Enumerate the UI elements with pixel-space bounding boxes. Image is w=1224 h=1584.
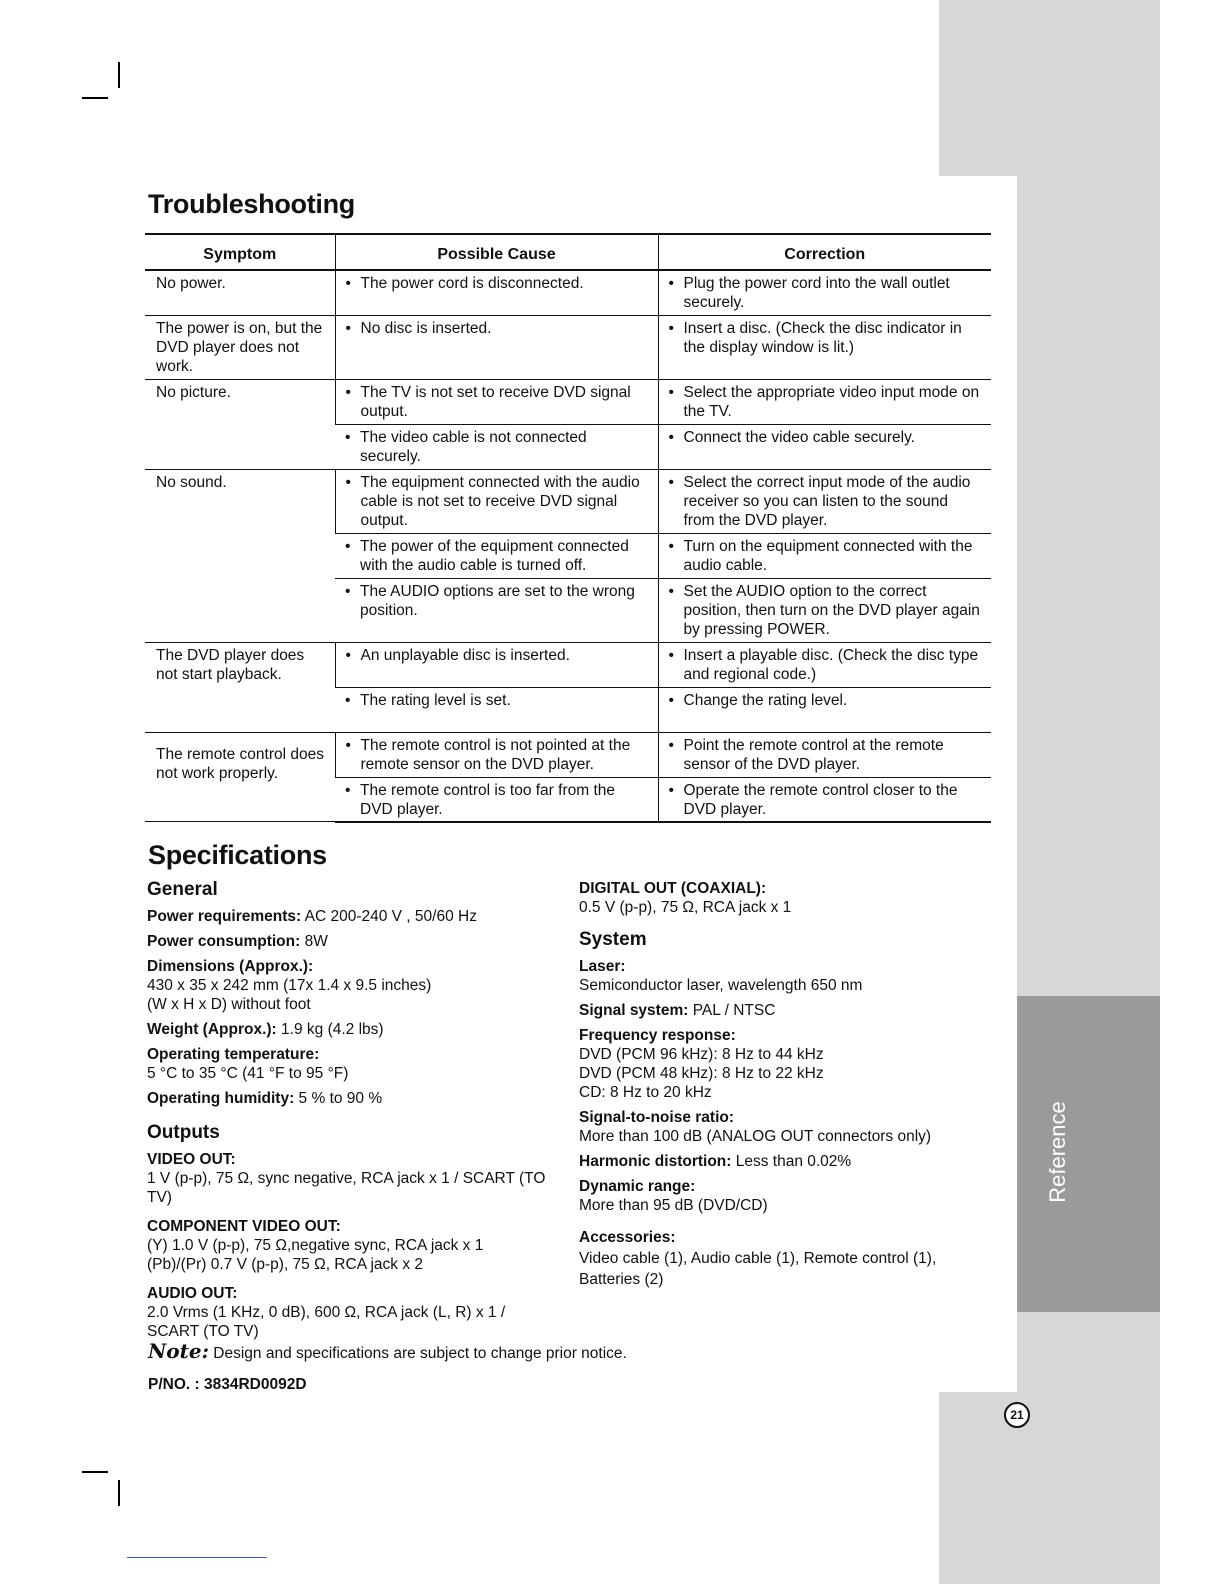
bottom-rule [127, 1557, 267, 1558]
correction-cell: • Insert a disc. (Check the disc indicator in the display window is lit.) [658, 315, 991, 379]
spec-operating-humidity: Operating humidity: 5 % to 90 % [147, 1090, 383, 1107]
table-row [145, 270, 991, 315]
cause-cell: • The AUDIO options are set to the wrong position. [335, 578, 658, 642]
spec-signal-system: Signal system: PAL / NTSC [579, 1002, 776, 1019]
cause-cell: • An unplayable disc is inserted. [335, 642, 658, 687]
spec-power-requirements: Power requirements: AC 200-240 V , 50/60 Hz [147, 908, 477, 925]
spec-weight: Weight (Approx.): 1.9 kg (4.2 lbs) [147, 1021, 384, 1038]
side-panel-bottom [939, 1392, 1160, 1584]
spec-audio-out: AUDIO OUT: 2.0 Vrms (1 KHz, 0 dB), 600 Ω, RCA jack (L, R) x 1 / SCART (TO TV) [147, 1285, 506, 1340]
spec-laser: Laser: Semiconductor laser, wavelength 650 nm [579, 958, 863, 994]
general-heading: General [147, 879, 218, 900]
correction-cell: • Insert a playable disc. (Check the disc type and regional code.) [658, 642, 991, 687]
page-number: 21 [1004, 1402, 1030, 1428]
correction-cell: • Operate the remote control closer to the DVD player. [658, 777, 991, 822]
spec-operating-temperature: Operating temperature: 5 °C to 35 °C (41 °F to 95 °F) [147, 1046, 349, 1082]
table-row [145, 379, 991, 424]
correction-cell: • Select the correct input mode of the audio receiver so you can listen to the sound from the DVD player. [658, 469, 991, 533]
reference-tab-label: Reference [1045, 1101, 1070, 1203]
part-number: P/NO. : 3834RD0092D [148, 1376, 307, 1393]
correction-cell: • Turn on the equipment connected with the audio cable. [658, 533, 991, 578]
correction-cell: • Select the appropriate video input mode on the TV. [658, 379, 991, 424]
crop-mark [118, 1480, 120, 1506]
system-heading: System [579, 929, 647, 950]
cause-cell: • The equipment connected with the audio cable is not set to receive DVD signal output. [335, 469, 658, 533]
spec-dynamic-range: Dynamic range: More than 95 dB (DVD/CD) [579, 1178, 768, 1214]
cause-cell: • No disc is inserted. [335, 315, 658, 379]
troubleshooting-table [145, 233, 991, 823]
cause-cell: • The rating level is set. [335, 687, 658, 732]
spec-power-consumption: Power consumption: 8W [147, 933, 328, 950]
symptom-cell: The DVD player does not start playback. [145, 642, 335, 732]
crop-mark [118, 62, 120, 88]
spec-digital-out: DIGITAL OUT (COAXIAL): 0.5 V (p-p), 75 Ω, RCA jack x 1 [579, 880, 792, 916]
note [148, 1339, 627, 1363]
symptom-cell: The remote control does not work properly. [145, 732, 335, 822]
spec-component-video-out: COMPONENT VIDEO OUT: (Y) 1.0 V (p-p), 75 Ω,negative sync, RCA jack x 1 (Pb)/(Pr) 0.7 V (p-p), 75 Ω, RCA jack x 2 [147, 1218, 484, 1273]
symptom-cell: No power. [145, 270, 335, 315]
correction-cell: • Point the remote control at the remote sensor of the DVD player. [658, 732, 991, 777]
correction-cell: • Set the AUDIO option to the correct position, then turn on the DVD player again by pressing POWER. [658, 578, 991, 642]
specifications-title: Specifications [148, 840, 327, 870]
note-label: Note: [148, 1339, 209, 1363]
spec-accessories: Accessories: Video cable (1), Audio cable (1), Remote control (1), Batteries (2) [579, 1229, 937, 1288]
cause-cell: • The power cord is disconnected. [335, 270, 658, 315]
note-text: Design and specifications are subject to change prior notice. [208, 1345, 627, 1362]
table-row [145, 315, 991, 379]
cause-cell: • The power of the equipment connected with the audio cable is turned off. [335, 533, 658, 578]
table-row [145, 732, 991, 777]
reference-tab [1017, 996, 1160, 1312]
symptom-cell: No picture. [145, 379, 335, 469]
table-row [145, 469, 991, 533]
cause-cell: • The remote control is too far from the DVD player. [335, 777, 658, 822]
header-correction: Correction [658, 234, 991, 270]
correction-cell: • Change the rating level. [658, 687, 991, 732]
cause-cell: • The remote control is not pointed at the remote sensor on the DVD player. [335, 732, 658, 777]
correction-cell: • Plug the power cord into the wall outlet securely. [658, 270, 991, 315]
spec-harmonic-distortion: Harmonic distortion: Less than 0.02% [579, 1153, 852, 1170]
crop-mark [82, 97, 108, 99]
symptom-cell: No sound. [145, 469, 335, 642]
side-panel-top [939, 0, 1160, 176]
spec-signal-to-noise: Signal-to-noise ratio: More than 100 dB (ANALOG OUT connectors only) [579, 1109, 932, 1145]
symptom-cell: The power is on, but the DVD player does not work. [145, 315, 335, 379]
table-row [145, 642, 991, 687]
spec-left-column [147, 879, 567, 1347]
outputs-heading: Outputs [147, 1122, 220, 1143]
spec-right-column [579, 879, 979, 1296]
spec-video-out: VIDEO OUT: 1 V (p-p), 75 Ω, sync negative, RCA jack x 1 / SCART (TO TV) [147, 1151, 546, 1206]
troubleshooting-title: Troubleshooting [148, 189, 355, 219]
table-header-row [145, 234, 991, 270]
header-symptom: Symptom [145, 234, 335, 270]
header-possible-cause: Possible Cause [335, 234, 658, 270]
cause-cell: • The video cable is not connected securely. [335, 424, 658, 469]
correction-cell: • Connect the video cable securely. [658, 424, 991, 469]
spec-frequency-response: Frequency response: DVD (PCM 96 kHz): 8 Hz to 44 kHz DVD (PCM 48 kHz): 8 Hz to 22 kHz CD: 8 Hz to 20 kHz [579, 1027, 824, 1101]
cause-cell: • The TV is not set to receive DVD signal output. [335, 379, 658, 424]
spec-dimensions: Dimensions (Approx.): 430 x 35 x 242 mm (17x 1.4 x 9.5 inches) (W x H x D) without foot [147, 958, 432, 1013]
crop-mark [82, 1471, 108, 1473]
